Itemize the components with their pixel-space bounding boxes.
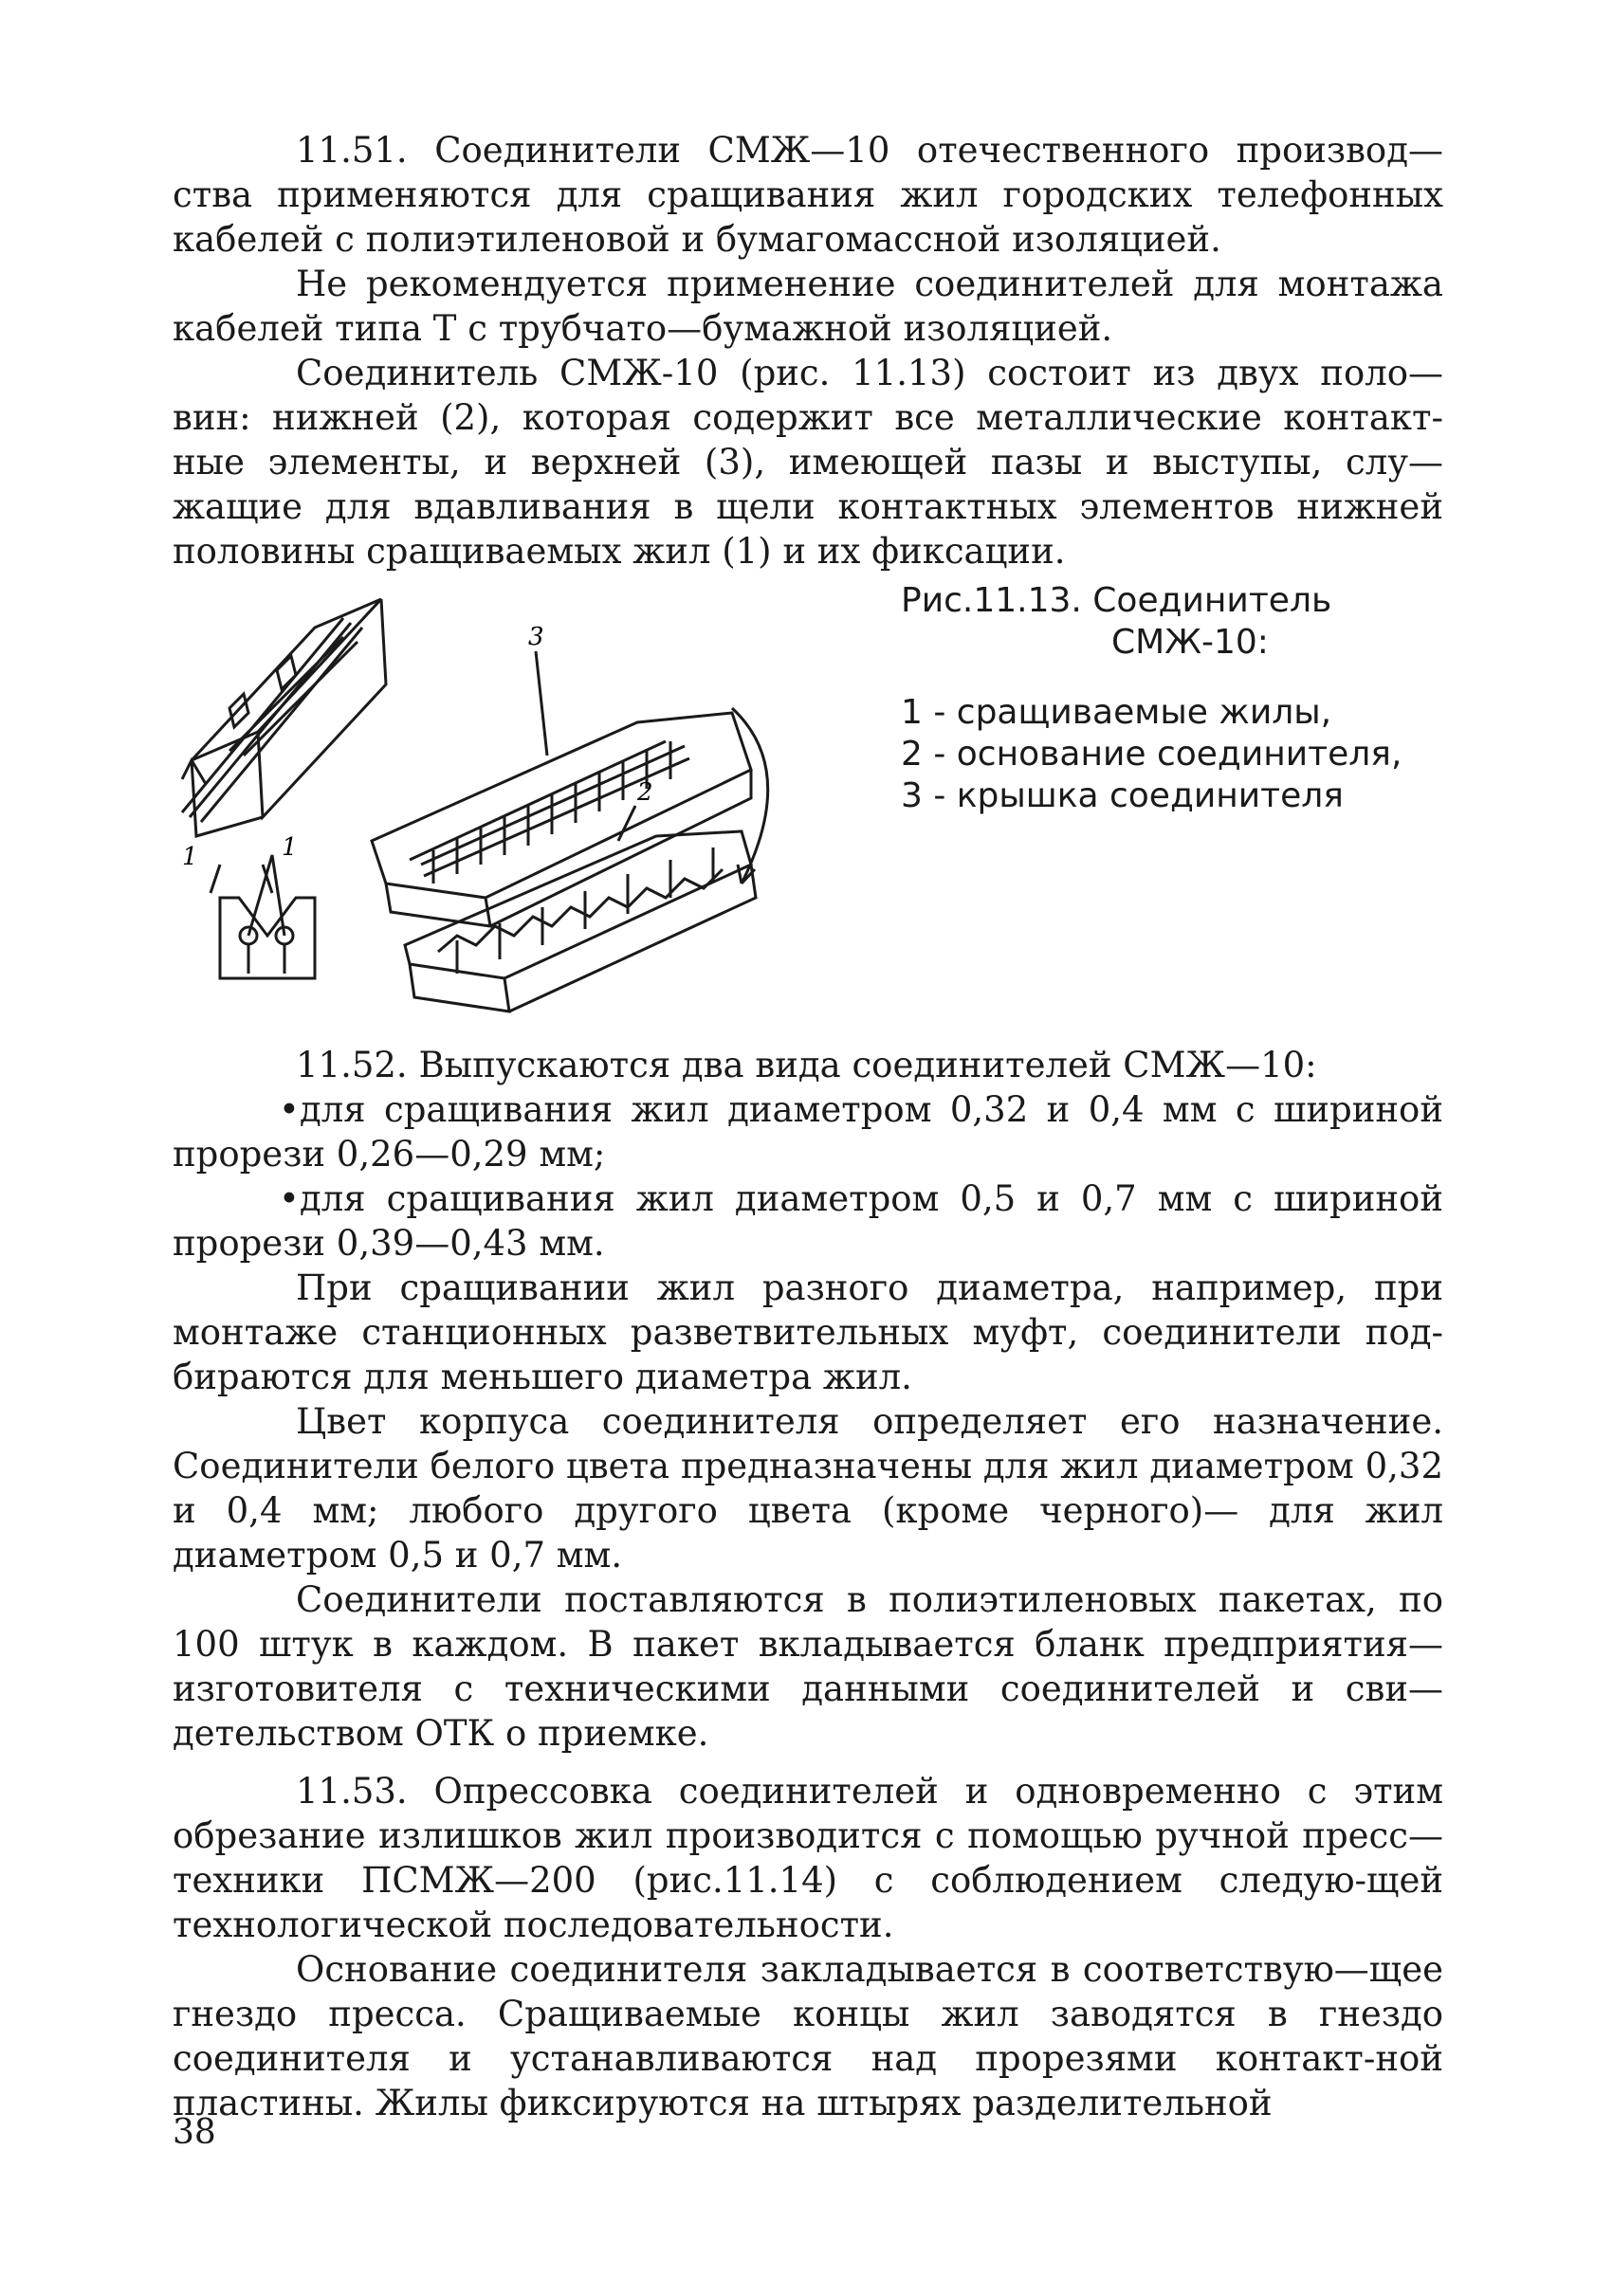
paragraph-procedure: Основание соединителя закладывается в соответствую—щее гнездо пресса. Сращиваемые концы жил заводятся в гнездо соединителя и устанавливаются над прорезями контакт-ной пластины. Жилы фиксируются на штырях разделительной (173, 1949, 1443, 2123)
paragraph-11-51: 11.51. Соединители СМЖ—10 отечественного производ—ства применяются для сращивания жил городских телефонных кабелей с полиэтиленовой и бумагомассной изоляцией. (173, 130, 1443, 260)
paragraph-not-recommended: Не рекомендуется применение соединителей для монтажа кабелей типа Т с трубчато—бумажной изоляцией. (173, 264, 1443, 349)
cross-section-drawing (220, 855, 315, 978)
connector-figure (173, 580, 865, 1026)
legend-item: 2 - основание соединителя, (901, 735, 1402, 774)
bullet-symbol: • (279, 1089, 300, 1130)
bullet-text: для сращивания жил диаметром 0,5 и 0,7 мм с шириной прорези 0,39—0,43 мм. (173, 1178, 1443, 1264)
bullet-item (173, 1087, 1443, 1176)
bullet-item (173, 1176, 1443, 1266)
legend-item: 1 - сращиваемые жилы, (901, 693, 1332, 732)
wire-channel-drawing (182, 599, 386, 836)
callout-3: 3 (528, 623, 544, 651)
figure-caption (901, 580, 1451, 817)
callout-1-left: 1 (182, 843, 198, 871)
legend-item: 3 - крышка соединителя (901, 776, 1344, 815)
callout-1-section: 1 (282, 833, 298, 862)
paragraph-packaging: Соединители поставляются в полиэтиленовых пакетах, по 100 штук в каждом. В пакет вкладывается бланк предприятия—изготовителя с техническими данными соединителей и сви—детельством ОТК о приемке. (173, 1579, 1443, 1754)
bullet-symbol: • (279, 1178, 300, 1219)
paragraph-11-52: 11.52. Выпускаются два вида соединителей СМЖ—10: (296, 1045, 1317, 1085)
connector-illustration (173, 580, 865, 1026)
page-number: 38 (173, 2113, 216, 2152)
paragraph-different-diameters: При сращивании жил разного диаметра, например, при монтаже станционных разветвительных муфт, соединители под-бираются для меньшего диаметра жил. (173, 1267, 1443, 1397)
paragraph-11-53: 11.53. Опрессовка соединителей и одновременно с этим обрезание излишков жил производится с помощью ручной пресс—техники ПСМЖ—200 (рис.11.14) с соблюдением следую-щей технологической последовательности. (173, 1771, 1443, 1945)
paragraph-color: Цвет корпуса соединителя определяет его назначение. Соединители белого цвета предназначены для жил диаметром 0,32 и 0,4 мм; любого другого цвета (кроме черного)— для жил диаметром 0,5 и 0,7 мм. (173, 1401, 1443, 1576)
caption-title-continued: СМЖ-10: (1111, 623, 1269, 662)
callout-2: 2 (637, 778, 653, 807)
caption-title: Рис.11.13. Соединитель (901, 581, 1332, 620)
cover-drawing (372, 713, 751, 926)
paragraph-structure: Соединитель СМЖ-10 (рис. 11.13) состоит из двух поло—вин: нижней (2), которая содержит все металлические контакт-ные элементы, и верхней (3), имеющей пазы и выступы, слу—жащие для вдавливания в щели контактных элементов нижней половины сращиваемых жил (1) и их фиксации. (173, 353, 1443, 572)
bullet-text: для сращивания жил диаметром 0,32 и 0,4 мм с шириной прорези 0,26—0,29 мм; (173, 1089, 1443, 1175)
